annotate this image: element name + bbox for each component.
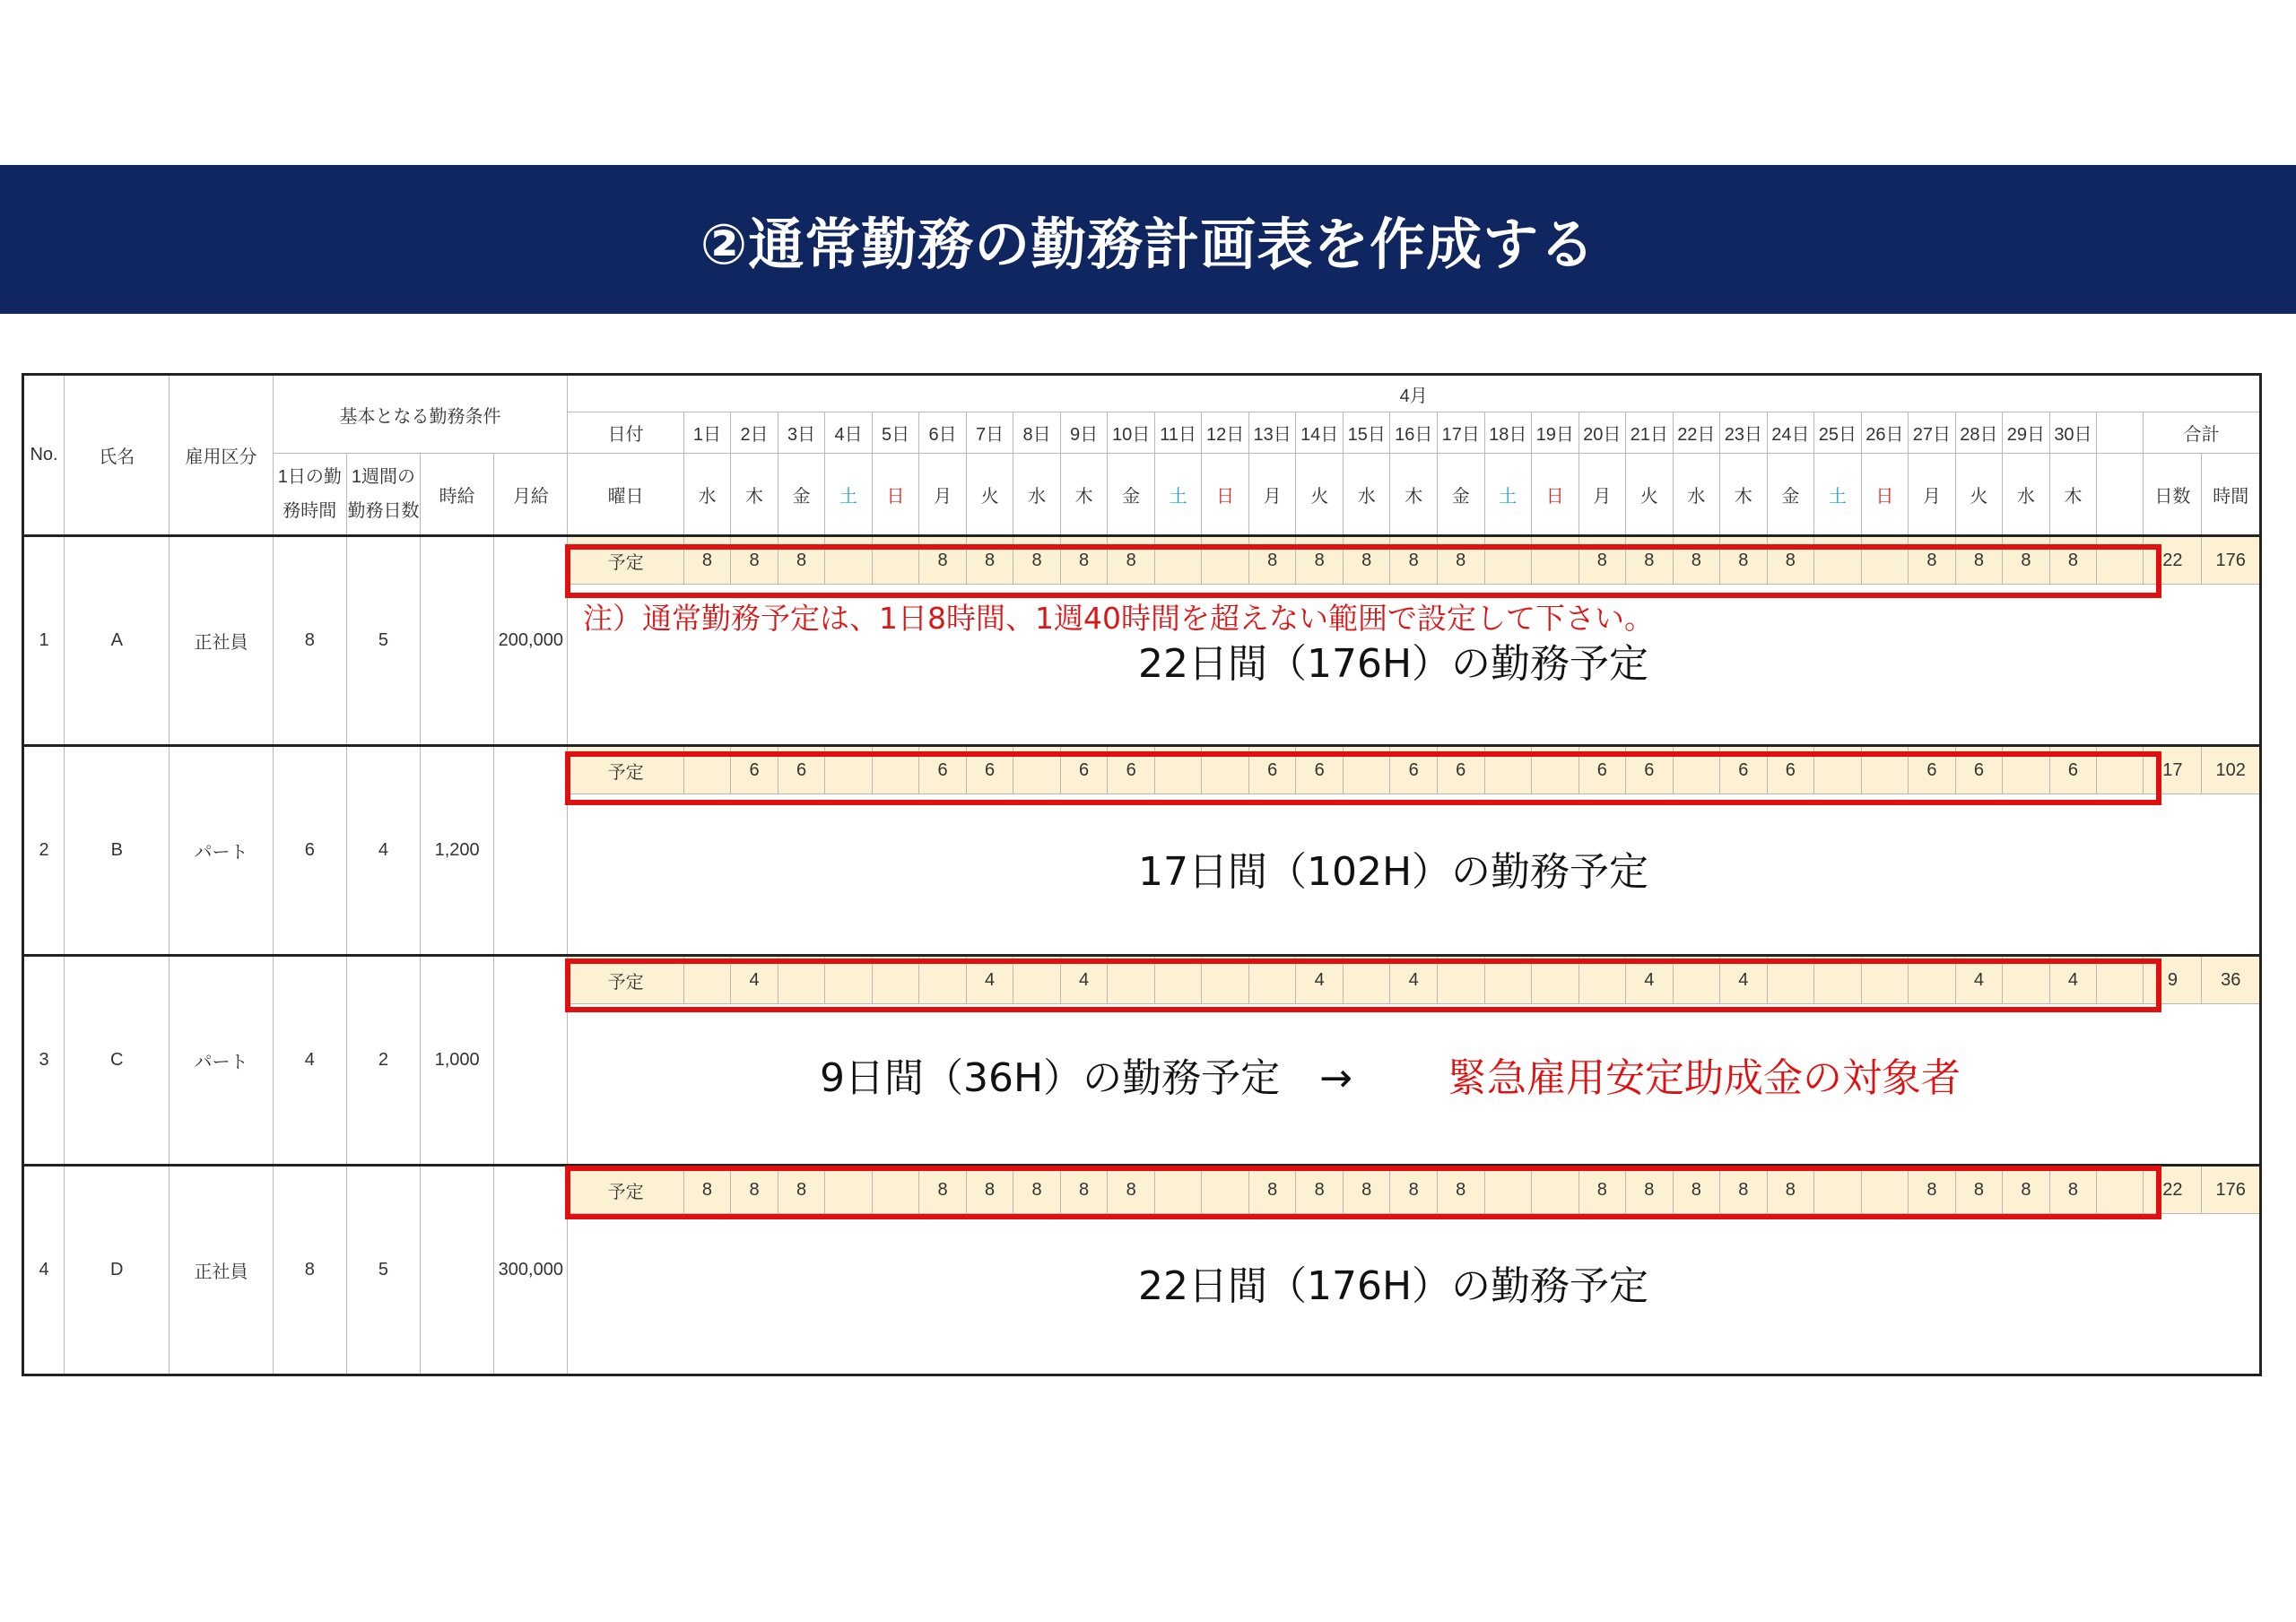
plan-hours-cell: 8 [2049, 536, 2097, 585]
date-cell: 26日 [1861, 412, 1909, 454]
weekday-cell: 月 [1909, 454, 1956, 536]
plan-hours-cell: 8 [731, 1166, 778, 1214]
plan-hours-cell [1532, 746, 1579, 794]
total-hours: 176 [2202, 536, 2261, 585]
date-cell: 5日 [872, 412, 919, 454]
plan-hours-cell: 6 [1909, 746, 1956, 794]
weekday-cell: 水 [1343, 454, 1390, 536]
plan-hours-cell [1578, 956, 1626, 1004]
plan-spacer-cell [2097, 956, 2144, 1004]
plan-hours-cell [1437, 956, 1484, 1004]
plan-hours-cell [1814, 536, 1862, 585]
weekday-cell: 木 [731, 454, 778, 536]
plan-hours-cell [1343, 956, 1390, 1004]
date-cell: 4日 [825, 412, 873, 454]
plan-hours-cell: 6 [1626, 746, 1674, 794]
weekday-cell: 木 [1060, 454, 1108, 536]
summary-employee-d: 22日間（176H）の勤務予定 [1138, 1263, 1649, 1309]
plan-hours-cell: 4 [1955, 956, 2003, 1004]
table-row [23, 375, 2261, 412]
plan-hours-cell: 8 [1720, 1166, 1768, 1214]
date-cell: 3日 [778, 412, 825, 454]
plan-hours-cell: 8 [1955, 1166, 2003, 1214]
hours-per-day: 6 [273, 746, 346, 956]
plan-hours-cell: 8 [1060, 536, 1108, 585]
total-hours-header: 時間 [2202, 454, 2261, 536]
plan-hours-cell: 8 [683, 1166, 731, 1214]
date-cell: 20日 [1578, 412, 1626, 454]
plan-hours-cell: 8 [919, 536, 967, 585]
weekday-cell: 火 [1626, 454, 1674, 536]
summary-employee-a: 22日間（176H）の勤務予定 [1138, 641, 1649, 687]
plan-hours-cell [825, 536, 873, 585]
plan-hours-cell: 8 [683, 536, 731, 585]
plan-label: 予定 [568, 536, 683, 585]
plan-hours-cell: 8 [1296, 536, 1344, 585]
plan-hours-cell [1154, 536, 1202, 585]
table-row [23, 454, 2261, 536]
weekday-cell: 月 [919, 454, 967, 536]
plan-hours-cell [1484, 956, 1532, 1004]
employment-type: 正社員 [170, 536, 273, 746]
plan-hours-cell: 4 [1296, 956, 1344, 1004]
spacer-cell [2097, 412, 2144, 454]
weekday-cell: 金 [1108, 454, 1155, 536]
plan-hours-cell: 8 [1626, 536, 1674, 585]
date-cell: 17日 [1437, 412, 1484, 454]
plan-hours-cell [1013, 956, 1061, 1004]
weekday-cell: 水 [683, 454, 731, 536]
plan-hours-cell: 8 [1673, 1166, 1720, 1214]
total-days: 9 [2144, 956, 2202, 1004]
conditions-header: 基本となる勤務条件 [273, 375, 568, 454]
plan-hours-cell [1154, 746, 1202, 794]
date-cell: 16日 [1390, 412, 1438, 454]
plan-hours-cell: 8 [2003, 1166, 2050, 1214]
weekday-cell: 日 [1532, 454, 1579, 536]
weekday-cell: 月 [1248, 454, 1296, 536]
plan-hours-cell: 8 [1909, 1166, 1956, 1214]
plan-hours-cell: 8 [1390, 1166, 1438, 1214]
plan-spacer-cell [2097, 746, 2144, 794]
date-cell: 14日 [1296, 412, 1344, 454]
monthly-wage: 200,000 [494, 536, 568, 746]
plan-hours-cell: 8 [1060, 1166, 1108, 1214]
weekday-cell: 木 [1720, 454, 1768, 536]
days-per-week: 5 [346, 536, 420, 746]
weekday-cell: 金 [1437, 454, 1484, 536]
weekday-label: 曜日 [568, 454, 683, 536]
plan-spacer-cell [2097, 536, 2144, 585]
plan-hours-cell [1673, 956, 1720, 1004]
hourly-wage [421, 1166, 494, 1375]
days-per-week: 5 [346, 1166, 420, 1375]
weekday-cell: 火 [1955, 454, 2003, 536]
total-days: 22 [2144, 536, 2202, 585]
weekday-cell: 水 [2003, 454, 2050, 536]
plan-hours-cell: 8 [1578, 536, 1626, 585]
weekday-cell: 土 [825, 454, 873, 536]
plan-hours-cell: 8 [1108, 536, 1155, 585]
plan-hours-cell: 8 [1767, 536, 1814, 585]
plan-hours-cell [683, 956, 731, 1004]
employee-no: 2 [23, 746, 65, 956]
date-cell: 27日 [1909, 412, 1956, 454]
date-cell: 7日 [966, 412, 1013, 454]
plan-hours-cell: 6 [1390, 746, 1438, 794]
plan-hours-cell: 6 [966, 746, 1013, 794]
plan-label: 予定 [568, 956, 683, 1004]
table-row [23, 746, 2261, 794]
weekday-cell: 木 [2049, 454, 2097, 536]
plan-hours-cell: 8 [1343, 1166, 1390, 1214]
date-cell: 9日 [1060, 412, 1108, 454]
plan-hours-cell: 6 [919, 746, 967, 794]
plan-hours-cell [1202, 956, 1249, 1004]
date-cell: 15日 [1343, 412, 1390, 454]
date-cell: 19日 [1532, 412, 1579, 454]
total-header: 合計 [2144, 412, 2261, 454]
plan-hours-cell [1248, 956, 1296, 1004]
plan-hours-cell: 8 [1720, 536, 1768, 585]
plan-hours-cell: 8 [1343, 536, 1390, 585]
date-cell: 22日 [1673, 412, 1720, 454]
plan-hours-cell: 8 [1437, 1166, 1484, 1214]
weekday-cell: 日 [1861, 454, 1909, 536]
plan-hours-cell: 6 [1437, 746, 1484, 794]
date-cell: 2日 [731, 412, 778, 454]
plan-hours-cell: 6 [731, 746, 778, 794]
weekday-cell: 金 [778, 454, 825, 536]
date-cell: 13日 [1248, 412, 1296, 454]
plan-hours-cell: 8 [1390, 536, 1438, 585]
plan-hours-cell: 8 [966, 536, 1013, 585]
plan-hours-cell [825, 956, 873, 1004]
guidance-note: 注）通常勤務予定は、1日8時間、1週40時間を超えない範囲で設定して下さい。 [583, 601, 1654, 636]
plan-hours-cell: 4 [1626, 956, 1674, 1004]
monthly-wage [494, 956, 568, 1166]
weekday-cell: 火 [1296, 454, 1344, 536]
plan-hours-cell [1013, 746, 1061, 794]
weekday-cell: 木 [1390, 454, 1438, 536]
summary-employee-b: 17日間（102H）の勤務予定 [1138, 849, 1649, 895]
total-days-header: 日数 [2144, 454, 2202, 536]
plan-hours-cell [1202, 746, 1249, 794]
plan-hours-cell: 4 [1390, 956, 1438, 1004]
plan-hours-cell [2003, 746, 2050, 794]
date-cell: 21日 [1626, 412, 1674, 454]
plan-hours-cell: 8 [1626, 1166, 1674, 1214]
employment-type: パート [170, 746, 273, 956]
plan-hours-cell [1202, 536, 1249, 585]
plan-hours-cell [1154, 1166, 1202, 1214]
plan-hours-cell [1861, 956, 1909, 1004]
plan-hours-cell: 4 [966, 956, 1013, 1004]
plan-hours-cell: 8 [1296, 1166, 1344, 1214]
plan-hours-cell: 6 [778, 746, 825, 794]
plan-hours-cell [1484, 536, 1532, 585]
plan-hours-cell [2003, 956, 2050, 1004]
weekday-cell: 土 [1154, 454, 1202, 536]
plan-hours-cell [1814, 956, 1862, 1004]
total-hours: 102 [2202, 746, 2261, 794]
table-row [23, 956, 2261, 1004]
plan-hours-cell: 8 [1013, 1166, 1061, 1214]
plan-hours-cell: 6 [1955, 746, 2003, 794]
hourly-wage [421, 536, 494, 746]
plan-label: 予定 [568, 1166, 683, 1214]
type-header: 雇用区分 [170, 375, 273, 536]
plan-hours-cell: 8 [2003, 536, 2050, 585]
plan-hours-cell [778, 956, 825, 1004]
employee-no: 4 [23, 1166, 65, 1375]
date-cell: 24日 [1767, 412, 1814, 454]
employee-name: A [65, 536, 170, 746]
plan-hours-cell: 4 [1060, 956, 1108, 1004]
plan-hours-cell: 8 [1909, 536, 1956, 585]
plan-hours-cell: 8 [778, 536, 825, 585]
plan-hours-cell [1861, 746, 1909, 794]
plan-hours-cell: 6 [1296, 746, 1344, 794]
date-cell: 25日 [1814, 412, 1862, 454]
employment-type: 正社員 [170, 1166, 273, 1375]
date-cell: 11日 [1154, 412, 1202, 454]
days-per-week-header: 1週間の勤務日数 [346, 454, 420, 536]
weekday-cell: 土 [1484, 454, 1532, 536]
plan-hours-cell [872, 746, 919, 794]
plan-hours-cell [919, 956, 967, 1004]
total-days: 22 [2144, 1166, 2202, 1214]
date-cell: 23日 [1720, 412, 1768, 454]
subsidy-target-label: 緊急雇用安定助成金の対象者 [1448, 1055, 1961, 1101]
date-cell: 29日 [2003, 412, 2050, 454]
date-cell: 28日 [1955, 412, 2003, 454]
days-per-week: 2 [346, 956, 420, 1166]
plan-hours-cell [1532, 536, 1579, 585]
plan-hours-cell [1343, 746, 1390, 794]
plan-hours-cell [825, 746, 873, 794]
month-header: 4月 [568, 375, 2261, 412]
total-hours: 36 [2202, 956, 2261, 1004]
weekday-cell: 月 [1578, 454, 1626, 536]
plan-hours-cell [1861, 1166, 1909, 1214]
total-hours: 176 [2202, 1166, 2261, 1214]
plan-hours-cell [1108, 956, 1155, 1004]
plan-hours-cell [1814, 1166, 1862, 1214]
employee-no: 3 [23, 956, 65, 1166]
plan-hours-cell: 8 [2049, 1166, 2097, 1214]
plan-hours-cell [1532, 1166, 1579, 1214]
employee-no: 1 [23, 536, 65, 746]
plan-hours-cell: 4 [731, 956, 778, 1004]
monthly-wage: 300,000 [494, 1166, 568, 1375]
no-header: No. [23, 375, 65, 536]
plan-hours-cell: 8 [919, 1166, 967, 1214]
plan-hours-cell [872, 1166, 919, 1214]
plan-hours-cell [1673, 746, 1720, 794]
plan-hours-cell [825, 1166, 873, 1214]
weekday-cell: 火 [966, 454, 1013, 536]
plan-label: 予定 [568, 746, 683, 794]
date-cell: 18日 [1484, 412, 1532, 454]
weekday-cell: 金 [1767, 454, 1814, 536]
monthly-wage [494, 746, 568, 956]
weekday-cell: 日 [1202, 454, 1249, 536]
plan-hours-cell: 8 [966, 1166, 1013, 1214]
plan-hours-cell: 6 [2049, 746, 2097, 794]
weekday-cell: 日 [872, 454, 919, 536]
plan-hours-cell [1532, 956, 1579, 1004]
monthly-wage-header: 月給 [494, 454, 568, 536]
plan-hours-cell: 6 [1248, 746, 1296, 794]
plan-hours-cell: 8 [1013, 536, 1061, 585]
work-schedule-sheet [22, 373, 2262, 1367]
plan-hours-cell [872, 956, 919, 1004]
employee-name: B [65, 746, 170, 956]
plan-hours-cell [1861, 536, 1909, 585]
weekday-cell: 水 [1013, 454, 1061, 536]
weekday-cell: 水 [1673, 454, 1720, 536]
hourly-wage: 1,000 [421, 956, 494, 1166]
plan-hours-cell [1484, 1166, 1532, 1214]
plan-hours-cell [872, 536, 919, 585]
spacer-cell [2097, 454, 2144, 536]
weekday-cell: 土 [1814, 454, 1862, 536]
plan-hours-cell: 6 [1060, 746, 1108, 794]
plan-spacer-cell [2097, 1166, 2144, 1214]
plan-hours-cell [683, 746, 731, 794]
hours-per-day-header: 1日の勤務時間 [273, 454, 346, 536]
plan-hours-cell: 8 [1108, 1166, 1155, 1214]
plan-hours-cell: 8 [1248, 1166, 1296, 1214]
plan-hours-cell [1767, 956, 1814, 1004]
plan-hours-cell: 4 [2049, 956, 2097, 1004]
date-cell: 6日 [919, 412, 967, 454]
title-banner [0, 165, 2296, 314]
hours-per-day: 8 [273, 1166, 346, 1375]
plan-hours-cell: 8 [1578, 1166, 1626, 1214]
plan-hours-cell: 8 [1955, 536, 2003, 585]
date-cell: 30日 [2049, 412, 2097, 454]
plan-hours-cell: 6 [1767, 746, 1814, 794]
name-header: 氏名 [65, 375, 170, 536]
date-cell: 12日 [1202, 412, 1249, 454]
employee-name: C [65, 956, 170, 1166]
plan-hours-cell: 8 [1767, 1166, 1814, 1214]
plan-hours-cell: 8 [1673, 536, 1720, 585]
plan-hours-cell: 8 [1248, 536, 1296, 585]
date-label: 日付 [568, 412, 683, 454]
plan-hours-cell [1484, 746, 1532, 794]
plan-hours-cell: 6 [1720, 746, 1768, 794]
table-row [23, 1166, 2261, 1214]
hourly-wage-header: 時給 [421, 454, 494, 536]
plan-hours-cell [1154, 956, 1202, 1004]
employment-type: パート [170, 956, 273, 1166]
hours-per-day: 8 [273, 536, 346, 746]
total-days: 17 [2144, 746, 2202, 794]
employee-name: D [65, 1166, 170, 1375]
plan-hours-cell: 4 [1720, 956, 1768, 1004]
plan-hours-cell [1814, 746, 1862, 794]
plan-hours-cell: 8 [778, 1166, 825, 1214]
plan-hours-cell: 6 [1108, 746, 1155, 794]
date-cell: 8日 [1013, 412, 1061, 454]
page-title: ②通常勤務の勤務計画表を作成する [700, 211, 1596, 277]
days-per-week: 4 [346, 746, 420, 956]
plan-hours-cell [1909, 956, 1956, 1004]
plan-hours-cell: 6 [1578, 746, 1626, 794]
hours-per-day: 4 [273, 956, 346, 1166]
date-cell: 10日 [1108, 412, 1155, 454]
date-cell: 1日 [683, 412, 731, 454]
hourly-wage: 1,200 [421, 746, 494, 956]
table-row [23, 536, 2261, 585]
plan-hours-cell [1202, 1166, 1249, 1214]
plan-hours-cell: 8 [731, 536, 778, 585]
summary-employee-c: 9日間（36H）の勤務予定 → [820, 1055, 1352, 1101]
plan-hours-cell: 8 [1437, 536, 1484, 585]
